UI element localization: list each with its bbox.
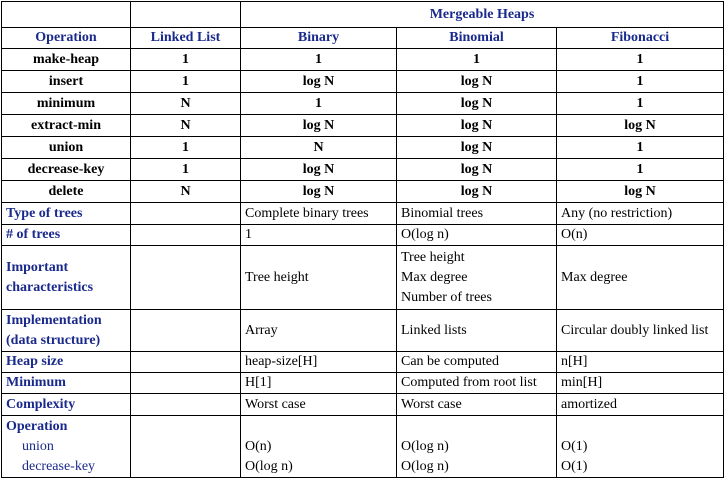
row-important-characteristics bbox=[2, 246, 724, 310]
op-fibonacci: 1 bbox=[557, 137, 724, 159]
op-binomial: log N bbox=[397, 115, 557, 137]
op-name: make-heap bbox=[2, 49, 131, 71]
column-header-row bbox=[2, 28, 724, 49]
empty-linked-list-cell bbox=[131, 416, 241, 478]
op-name: minimum bbox=[2, 93, 131, 115]
op-binomial: log N bbox=[397, 137, 557, 159]
op-binary: log N bbox=[241, 71, 397, 93]
binary-column-header: Binary bbox=[241, 28, 397, 49]
binomial-decrease-key-value: O(log n) bbox=[401, 458, 449, 474]
fibonacci-union-value: O(1) bbox=[561, 438, 588, 454]
binomial-union-value: O(log n) bbox=[401, 438, 449, 454]
op-fibonacci: 1 bbox=[557, 71, 724, 93]
detail-label: Important characteristics bbox=[2, 246, 131, 310]
detail-label: Complexity bbox=[2, 394, 131, 416]
op-linked-list: 1 bbox=[131, 71, 241, 93]
union-label: union bbox=[22, 438, 54, 454]
op-binary: 1 bbox=[241, 49, 397, 71]
op-binary: log N bbox=[241, 181, 397, 203]
linked-list-column-header: Linked List bbox=[131, 28, 241, 49]
op-row-insert bbox=[2, 71, 724, 93]
detail-binary bbox=[241, 416, 397, 478]
detail-binary: H[1] bbox=[241, 373, 397, 394]
binary-union-value: O(n) bbox=[245, 438, 272, 454]
detail-fibonacci: min[H] bbox=[557, 373, 724, 394]
detail-binomial bbox=[397, 416, 557, 478]
detail-label: Implementation (data structure) bbox=[2, 310, 131, 352]
detail-fibonacci bbox=[557, 416, 724, 478]
detail-binomial: O(log n) bbox=[397, 225, 557, 246]
empty-linked-list-cell bbox=[131, 373, 241, 394]
op-linked-list: N bbox=[131, 181, 241, 203]
detail-binomial: Binomial trees bbox=[397, 203, 557, 225]
fibonacci-column-header: Fibonacci bbox=[557, 28, 724, 49]
op-binary: log N bbox=[241, 159, 397, 181]
op-name: delete bbox=[2, 181, 131, 203]
op-row-minimum bbox=[2, 93, 724, 115]
op-fibonacci: 1 bbox=[557, 49, 724, 71]
detail-label: # of trees bbox=[2, 225, 131, 246]
op-row-extract-min bbox=[2, 115, 724, 137]
operation-complexity-labels bbox=[2, 416, 131, 478]
mergeable-heaps-header: Mergeable Heaps bbox=[241, 2, 724, 28]
heap-comparison-table bbox=[1, 1, 724, 478]
empty-corner-cell bbox=[2, 2, 131, 28]
detail-fibonacci: amortized bbox=[557, 394, 724, 416]
op-name: union bbox=[2, 137, 131, 159]
op-name: decrease-key bbox=[2, 159, 131, 181]
detail-binary: heap-size[H] bbox=[241, 352, 397, 373]
operation-column-header: Operation bbox=[2, 28, 131, 49]
op-linked-list: N bbox=[131, 93, 241, 115]
detail-binary: Worst case bbox=[241, 394, 397, 416]
detail-label: Operation bbox=[6, 418, 68, 434]
detail-binomial bbox=[397, 246, 557, 310]
empty-linked-list-cell bbox=[131, 394, 241, 416]
empty-linked-list-cell bbox=[131, 203, 241, 225]
detail-binary: Complete binary trees bbox=[241, 203, 397, 225]
op-binary: log N bbox=[241, 115, 397, 137]
empty-header-cell bbox=[131, 2, 241, 28]
detail-binary: Tree height bbox=[241, 246, 397, 310]
row-heap-size bbox=[2, 352, 724, 373]
op-row-delete bbox=[2, 181, 724, 203]
op-binomial: log N bbox=[397, 159, 557, 181]
binary-decrease-key-value: O(log n) bbox=[245, 458, 293, 474]
detail-binomial: Computed from root list bbox=[397, 373, 557, 394]
empty-linked-list-cell bbox=[131, 310, 241, 352]
binomial-characteristic-line: Number of trees bbox=[401, 289, 492, 305]
detail-fibonacci: n[H] bbox=[557, 352, 724, 373]
op-linked-list: N bbox=[131, 115, 241, 137]
row-complexity bbox=[2, 394, 724, 416]
op-linked-list: 1 bbox=[131, 49, 241, 71]
op-binomial: 1 bbox=[397, 49, 557, 71]
op-linked-list: 1 bbox=[131, 159, 241, 181]
op-row-union bbox=[2, 137, 724, 159]
empty-linked-list-cell bbox=[131, 225, 241, 246]
op-binary: N bbox=[241, 137, 397, 159]
row-number-of-trees bbox=[2, 225, 724, 246]
detail-fibonacci: O(n) bbox=[557, 225, 724, 246]
empty-linked-list-cell bbox=[131, 246, 241, 310]
detail-fibonacci: Any (no restriction) bbox=[557, 203, 724, 225]
fibonacci-decrease-key-value: O(1) bbox=[561, 458, 588, 474]
binomial-characteristic-line: Tree height bbox=[401, 249, 465, 265]
op-row-decrease-key bbox=[2, 159, 724, 181]
op-name: insert bbox=[2, 71, 131, 93]
row-type-of-trees bbox=[2, 203, 724, 225]
op-binomial: log N bbox=[397, 93, 557, 115]
op-row-make-heap bbox=[2, 49, 724, 71]
op-fibonacci: log N bbox=[557, 115, 724, 137]
detail-label: Heap size bbox=[2, 352, 131, 373]
op-binomial: log N bbox=[397, 71, 557, 93]
row-operation-complexity bbox=[2, 416, 724, 478]
detail-label: Type of trees bbox=[2, 203, 131, 225]
row-implementation bbox=[2, 310, 724, 352]
detail-binary: 1 bbox=[241, 225, 397, 246]
detail-binomial: Can be computed bbox=[397, 352, 557, 373]
empty-linked-list-cell bbox=[131, 352, 241, 373]
detail-fibonacci: Max degree bbox=[557, 246, 724, 310]
group-header-row bbox=[2, 2, 724, 28]
op-fibonacci: 1 bbox=[557, 93, 724, 115]
detail-label: Minimum bbox=[2, 373, 131, 394]
op-linked-list: 1 bbox=[131, 137, 241, 159]
decrease-key-label: decrease-key bbox=[22, 458, 96, 474]
op-binomial: log N bbox=[397, 181, 557, 203]
binomial-characteristic-line: Max degree bbox=[401, 269, 468, 285]
op-fibonacci: 1 bbox=[557, 159, 724, 181]
row-minimum bbox=[2, 373, 724, 394]
detail-binomial: Worst case bbox=[397, 394, 557, 416]
binomial-column-header: Binomial bbox=[397, 28, 557, 49]
detail-fibonacci: Circular doubly linked list bbox=[557, 310, 724, 352]
detail-binary: Array bbox=[241, 310, 397, 352]
op-fibonacci: log N bbox=[557, 181, 724, 203]
op-name: extract-min bbox=[2, 115, 131, 137]
op-binary: 1 bbox=[241, 93, 397, 115]
detail-binomial: Linked lists bbox=[397, 310, 557, 352]
